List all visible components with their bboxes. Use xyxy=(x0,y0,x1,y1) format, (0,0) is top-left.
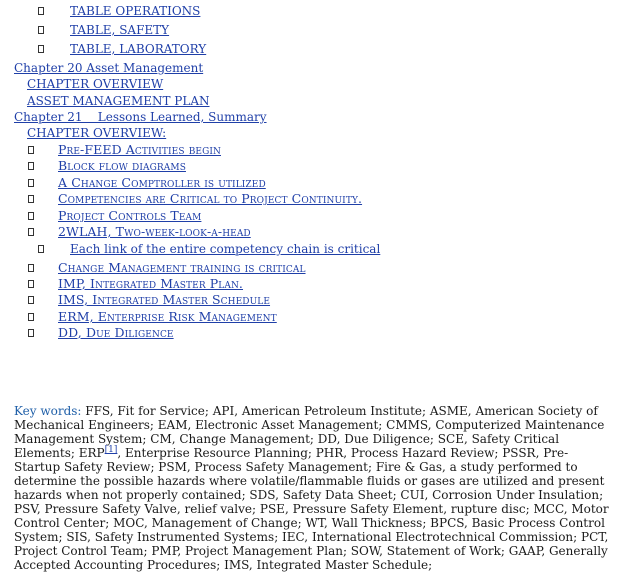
toc-link-table-operations[interactable]: TABLE OPERATIONS xyxy=(70,4,201,18)
keywords-text: FFS, Fit for Service; API, American Petroleum Institute; ASME, American Society of Mechanical Engineers; EAM, Electronic Asset Management; CMMS, Computerized Maintenance Management System; CM, Change Management; DD, Due Diligence; SCE, Safety Critical Elements; ERP xyxy=(14,404,605,460)
bullet-icon xyxy=(28,329,34,337)
keywords-text-continued: , Enterprise Resource Planning; PHR, Process Hazard Review; PSSR, Pre-Startup Safety Review; PSM, Process Safety Management; Fire & Gas, a study performed to determine the possible hazards where volatile/flammable fluids or gases are utilized and present hazards when not properly contained; SDS, Safety Data Sheet; CUI, Corrosion Under Insulation; PSV, Pressure Safety Valve, relief valve; PSE, Pressure Safety Element, rupture disc; MCC, Motor Control Center; MOC, Management of Change; WT, Wall Thickness; BPCS, Basic Process Control System; SIS, Safety Instrumented Systems; IEC, International Electrotechnical Commission; PCT, Project Control Team; PMP, Project Management Plan; SOW, Statement of Work; GAAP, Generally Accepted Accounting Procedures; IMS, Integrated Master Schedule; xyxy=(14,446,609,572)
toc-link-item[interactable]: 2WLAH, Two-week-look-a-head xyxy=(58,224,251,239)
bullet-icon xyxy=(38,7,44,15)
bullet-icon xyxy=(28,195,34,203)
bullet-icon xyxy=(28,280,34,288)
toc-link-ch20-overview[interactable]: CHAPTER OVERVIEW xyxy=(27,77,164,91)
bullet-icon xyxy=(28,179,34,187)
toc-link-asset-management-plan[interactable]: ASSET MANAGEMENT PLAN xyxy=(27,94,210,108)
footnote-link[interactable]: [1] xyxy=(104,445,118,455)
toc-link-item[interactable]: IMP, Integrated Master Plan. xyxy=(58,276,244,291)
toc-link-chapter-20[interactable]: Chapter 20 Asset Management xyxy=(14,61,204,75)
bullet-icon xyxy=(28,146,34,154)
bullet-icon xyxy=(28,162,34,170)
keywords-label: Key words: xyxy=(14,404,82,418)
bullet-icon xyxy=(38,45,44,53)
toc-link-item[interactable]: Competencies are Critical to Project Continuity. xyxy=(58,191,363,206)
toc-link-chapter-21[interactable]: Chapter 21 Lessons Learned, Summary xyxy=(14,110,267,124)
bullet-icon xyxy=(28,212,34,220)
toc-link-item[interactable]: Pre-FEED Activities begin xyxy=(58,142,221,157)
toc-link-subitem[interactable]: Each link of the entire competency chain is critical xyxy=(70,242,381,256)
toc-link-table-laboratory[interactable]: TABLE, LABORATORY xyxy=(70,42,207,56)
bullet-icon xyxy=(38,245,44,253)
toc-link-item[interactable]: IMS, Integrated Master Schedule xyxy=(58,292,271,307)
toc-link-table-safety[interactable]: TABLE, SAFETY xyxy=(70,23,170,37)
toc-link-item[interactable]: Change Management training is critical xyxy=(58,260,306,275)
toc-link-item[interactable]: DD, Due Diligence xyxy=(58,325,174,340)
bullet-icon xyxy=(28,228,34,236)
toc-link-item[interactable]: Block flow diagrams xyxy=(58,158,186,173)
toc-link-item[interactable]: Project Controls Team xyxy=(58,208,202,223)
bullet-icon xyxy=(28,264,34,272)
bullet-icon xyxy=(28,313,34,321)
toc-link-item[interactable]: A Change Comptroller is utilized xyxy=(58,175,266,190)
toc-link-ch21-overview[interactable]: CHAPTER OVERVIEW: xyxy=(27,126,167,140)
bullet-icon xyxy=(28,296,34,304)
keywords-paragraph xyxy=(14,404,610,572)
toc-link-item[interactable]: ERM, Enterprise Risk Management xyxy=(58,309,277,324)
bullet-icon xyxy=(38,26,44,34)
